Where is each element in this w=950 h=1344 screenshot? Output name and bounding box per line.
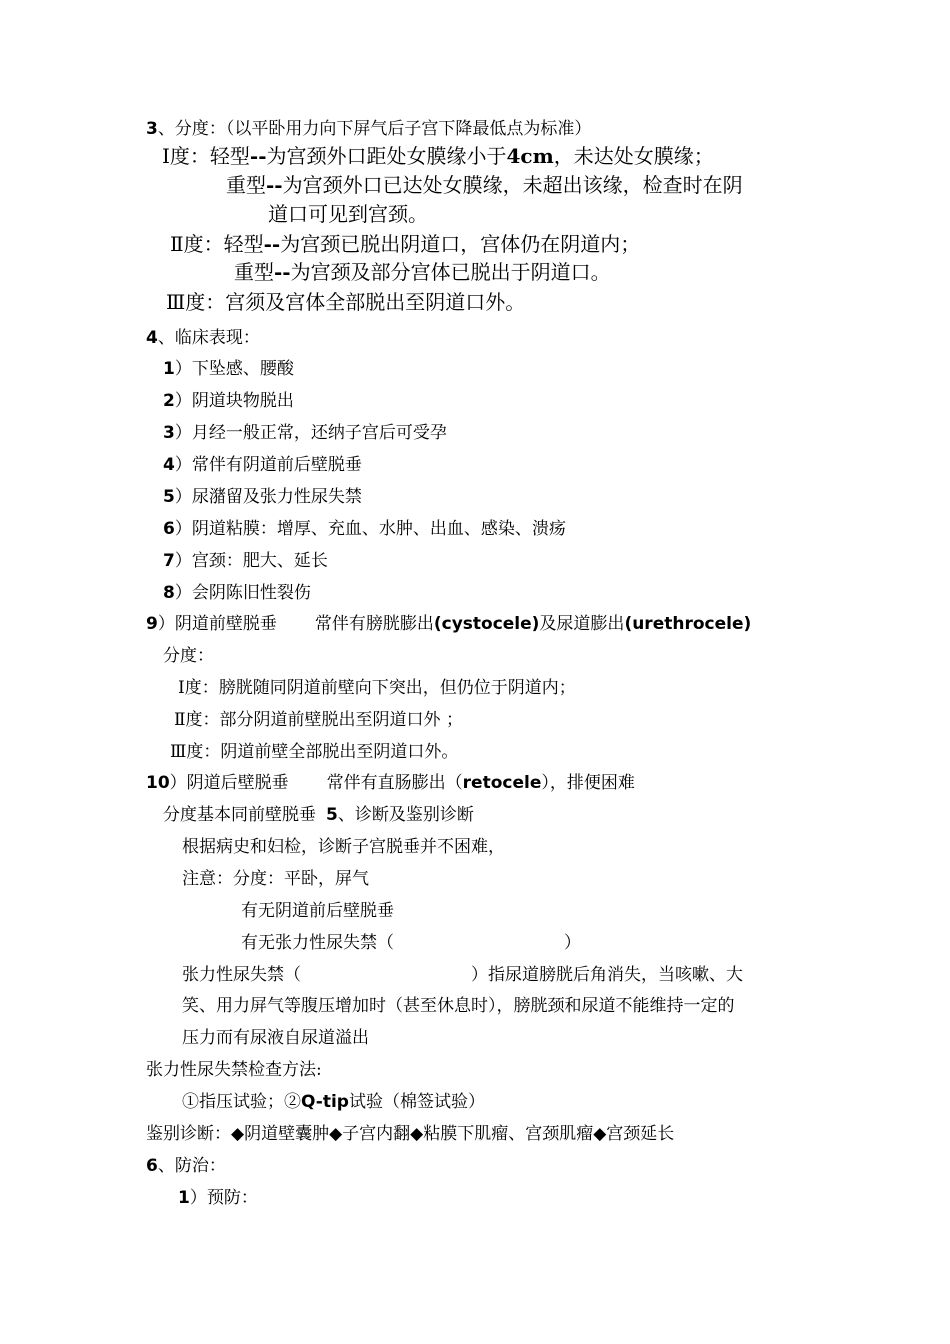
list-item: 4）常伴有阴道前后壁脱垂: [163, 455, 362, 475]
diagnosis-text: 根据病史和妇检，诊断子宫脱垂并不困难，: [182, 837, 505, 857]
grading-label: 分度：: [163, 646, 214, 666]
section-number: 6: [146, 1156, 158, 1176]
anterior-degree-1: Ⅰ度：膀胱随同阴道前壁向下突出，但仍位于阴道内；: [178, 678, 576, 698]
list-item: 3）月经一般正常，还纳子宫后可受孕: [163, 423, 447, 443]
list-item-9: 9）阴道前壁脱垂 常伴有膀胱膨出(cystocele)及尿道膨出(urethrocele): [146, 614, 752, 634]
sui-definition: 张力性尿失禁（ ）指尿道膀胱后角消失，当咳嗽、大: [182, 965, 743, 985]
section-6-heading: 6、防治：: [146, 1156, 226, 1176]
section-number: 4: [146, 328, 158, 348]
note-line: 有无张力性尿失禁（ ）: [241, 933, 581, 953]
list-item: 7）宫颈：肥大、延长: [163, 551, 328, 571]
anterior-degree-2: Ⅱ度：部分阴道前壁脱出至阴道口外 ；: [174, 710, 463, 730]
degree-2-light: Ⅱ度：轻型--为宫颈已脱出阴道口，宫体仍在阴道内；: [170, 232, 641, 256]
list-item: 1）下坠感、腰酸: [163, 359, 294, 379]
degree-3: Ⅲ度：宫须及宫体全部脱出至阴道口外。: [166, 290, 526, 314]
section-4-heading: 4、临床表现：: [146, 328, 260, 348]
check-methods-title: 张力性尿失禁检查方法:: [146, 1060, 322, 1080]
sui-definition-cont: 笑、用力屏气等腹压增加时（甚至休息时），膀胱颈和尿道不能维持一定的: [182, 996, 735, 1016]
section-5-heading: 分度基本同前壁脱垂 5、诊断及鉴别诊断: [163, 805, 474, 825]
note-line: 注意：分度：平卧，屏气: [182, 869, 369, 889]
section-number: 3: [146, 119, 158, 139]
section-number: 5: [326, 805, 338, 825]
list-item: 8）会阴陈旧性裂伤: [163, 583, 311, 603]
note-line: 有无阴道前后壁脱垂: [241, 901, 394, 921]
degree-1-light: Ⅰ度：轻型--为宫颈外口距处女膜缘小于4cm，未达处女膜缘；: [162, 144, 714, 168]
sui-definition-cont: 压力而有尿液自尿道溢出: [182, 1028, 369, 1048]
anterior-degree-3: Ⅲ度：阴道前壁全部脱出至阴道口外。: [170, 742, 459, 762]
list-item-10: 10）阴道后壁脱垂 常伴有直肠膨出（retocele），排便困难: [146, 773, 635, 793]
degree-2-heavy: 重型--为宫颈及部分宫体已脱出于阴道口。: [234, 260, 611, 284]
degree-1-heavy-cont: 道口可见到宫颈。: [268, 202, 428, 226]
degree-1-heavy: 重型--为宫颈外口已达处女膜缘，未超出该缘，检查时在阴: [226, 173, 743, 197]
list-item: 2）阴道块物脱出: [163, 391, 294, 411]
list-item: 6）阴道粘膜：增厚、充血、水肿、出血、感染、溃疡: [163, 519, 566, 539]
section-3-heading: 3、分度：（以平卧用力向下屏气后子宫下降最低点为标准）: [146, 119, 592, 139]
list-item: 5）尿潴留及张力性尿失禁: [163, 487, 362, 507]
differential-diagnosis: 鉴别诊断：◆阴道壁囊肿◆子宫内翻◆粘膜下肌瘤、宫颈肌瘤◆宫颈延长: [146, 1124, 675, 1144]
list-item: 1）预防：: [178, 1188, 258, 1208]
check-methods: ①指压试验；②Q-tip试验（棉签试验）: [182, 1092, 485, 1112]
